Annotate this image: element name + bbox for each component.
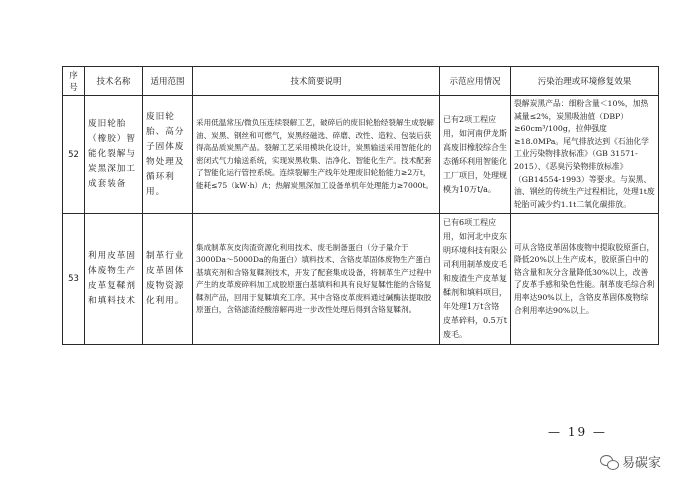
demo-application: 已有6项工程应用，如河北中皮东明环境科技有限公司利用制革废皮毛和废渣生产皮革复鞣剂和填料项目，年处理1万t含铬皮革碎料，0.5万t废毛。 — [440, 214, 511, 345]
technology-description: 集成制革灰皮肉渣资源化利用技术、废毛制备蛋白（分子量介于3000Da～5000Da的角蛋白）填料技术、含铬皮革固体废物生产蛋白基填充剂和含铬复鞣剂技术，开发了配套集成设备，将制革生产过程中产生的皮革废碎料加工成胶原蛋白基填料和具有良好复鞣性能的含铬复鞣剂产品，回用于复鞣填充工序。其中含铬皮革废料通过碱酶法提取胶原蛋白，含铬滤渣经酸溶解再进一步改性处理后得到含铬复鞣剂。 — [193, 214, 440, 345]
row-number: 53 — [63, 214, 85, 345]
demo-application: 已有2项工程应用，如河南伊龙斯高废旧橡胶综合生态循环利用智能化工厂项目，处理规模为10万t/a。 — [440, 96, 511, 214]
row-number: 52 — [63, 96, 85, 214]
remediation-effect: 裂解炭黑产品：细粉含量＜10%，加热减量≤2%，炭黑吸油值（DBP）≥60cm³/100g，拉伸强度≥18.0MPa。尾气排放达到《石油化学工业污染物排放标准》（GB 31571-2015）、《恶臭污染物排放标准》（GB14554-1993）等要求。与炭黑、油、钢丝的传统生产过程相比，处理1t废轮胎可减少约1.1t二氧化碳排放。 — [511, 96, 659, 214]
header-scope: 适用范围 — [143, 67, 193, 96]
table-row — [63, 96, 659, 214]
remediation-effect: 可从含铬皮革固体废物中提取胶原蛋白，降低20%以上生产成本，胶原蛋白中的铬含量和灰分含量降低30%以上，改善了皮革手感和染色性能。制革废毛综合利用率达90%以上，含铬皮革固体废物综合利用率达90%以上。 — [511, 214, 659, 345]
wechat-icon — [600, 455, 618, 469]
table-header-row — [63, 67, 659, 96]
technology-name: 利用皮革固体废物生产皮革复鞣剂和填料技术 — [85, 214, 143, 345]
header-name: 技术名称 — [85, 67, 143, 96]
header-app: 示范应用情况 — [440, 67, 511, 96]
watermark — [600, 452, 661, 471]
application-scope: 废旧轮胎、高分子固体废物处理及循环利用。 — [143, 96, 193, 214]
application-scope: 制革行业皮革固体废物资源化利用。 — [143, 214, 193, 345]
header-desc: 技术简要说明 — [193, 67, 440, 96]
watermark-text: 易碳家 — [622, 456, 662, 471]
header-num: 序号 — [63, 67, 85, 96]
technology-description: 采用低温常压/微负压连续裂解工艺，破碎后的废旧轮胎经裂解生成裂解油、炭黑、钢丝和可燃气，炭黑经磁选、碎磨、改性、造粒、包装后获得高品质炭黑产品。裂解工艺采用模块化设计，炭黑输送采用智能化的密闭式气力输送系统，实现炭黑收集、洁净化、智能化生产。技术配套了智能化运行管控系统。连续裂解生产线年处理废旧轮胎能力≥2万t，能耗≤75（kW·h）/t；热解炭黑深加工设备单机年处理能力≥7000t。 — [193, 96, 440, 214]
header-effect: 污染治理或环境修复效果 — [511, 67, 659, 96]
page-number: — 19 — — [548, 425, 607, 439]
technology-table — [62, 66, 659, 345]
table-row — [63, 214, 659, 345]
technology-name: 废旧轮胎（橡胶）智能化裂解与炭黑深加工成套装备 — [85, 96, 143, 214]
